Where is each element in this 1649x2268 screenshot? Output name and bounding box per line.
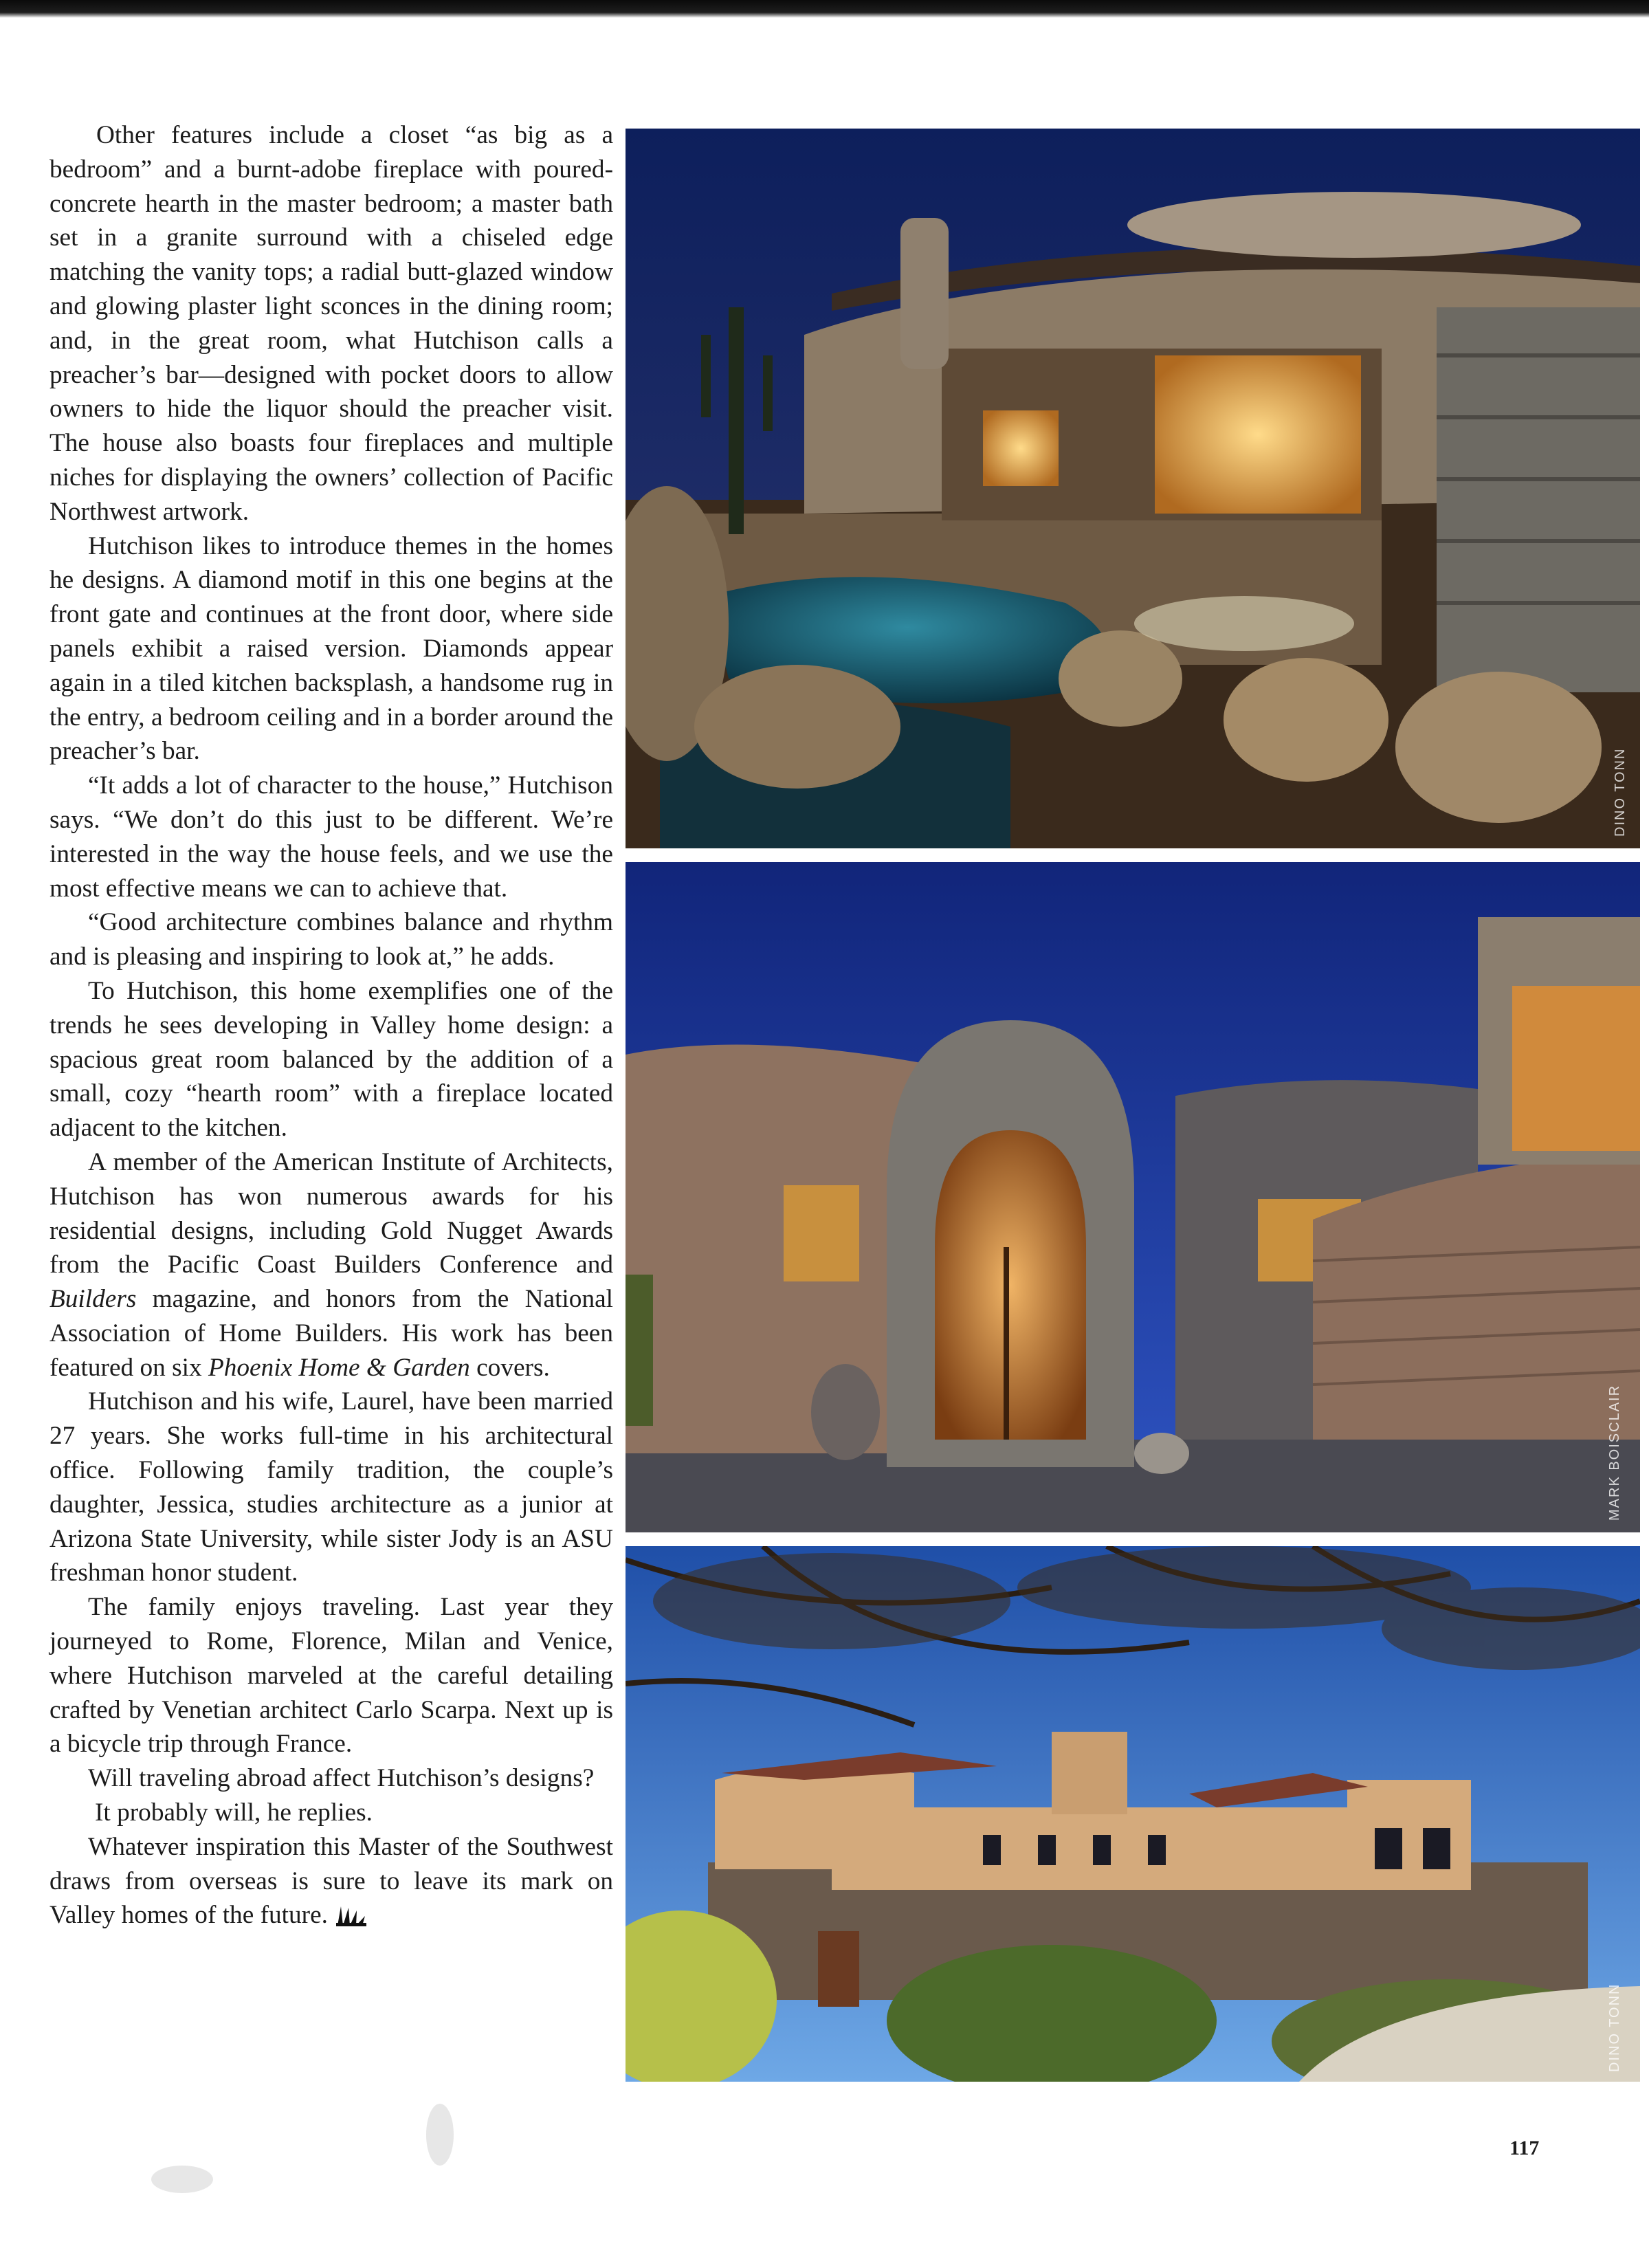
paragraph-reply: It probably will, he replies. <box>95 1798 373 1827</box>
paragraph-features: Other features include a closet “as big as a bedroom” and a burnt-adobe fireplace with poured-concrete hearth in the master bedroom; a master bath set in a granite surround with a chiseled edge matching the vanity tops; a radial butt-glazed window and glowing plaster light sconces in the dining room; and, in the great room, what Hutchison calls a preacher’s bar—designed with pocket doors to allow owners to hide the liquor should the preacher visit. The house also boasts four fireplaces and multiple niches for displaying the owners’ collection of Pacific Northwest artwork. <box>49 121 613 526</box>
night-patio-illustration <box>626 129 1640 848</box>
page-number: 117 <box>1509 2137 1540 2159</box>
awards-text-2: magazine, and honors from the National Association of Home Builders. His work has been featured on six <box>49 1285 614 1382</box>
builders-magazine-title: Builders <box>49 1285 137 1314</box>
paragraph-question: Will traveling abroad affect Hutchison’s designs? <box>88 1764 595 1793</box>
paragraph-family: Hutchison and his wife, Laurel, have been married 27 years. She works full-time in his architectural office. Following family tradition, the couple’s daughter, Jessica, studies architecture as a junior at Arizona State University, while sister Jody is an ASU freshman honor student. <box>49 1387 613 1587</box>
photo-front-entry <box>626 862 1640 1532</box>
top-edge-rule <box>0 0 1649 18</box>
photo-credit-1: DINO TONN <box>1613 747 1628 837</box>
adobe-exterior-illustration <box>626 1546 1640 2082</box>
awards-text-3: covers. <box>476 1353 550 1382</box>
paragraph-closing <box>49 1830 613 1933</box>
closing-text: Whatever inspiration this Master of the Southwest draws from overseas is sure to leave its mark on Valley homes of the future. <box>49 1832 613 1930</box>
awards-text-1: A member of the American Institute of Architects, Hutchison has won numerous awards for his residential designs, including Gold Nugget Awards from the Pacific Coast Builders Conference and <box>49 1147 613 1279</box>
photo-credit-2: MARK BOISCLAIR <box>1607 1384 1622 1521</box>
sunburst-endmark-icon <box>335 1902 368 1927</box>
photo-night-patio <box>626 129 1640 848</box>
photo-credit-3: DINO TONN <box>1607 1983 1622 2072</box>
photo-adobe-exterior <box>626 1546 1640 2082</box>
paragraph-architecture-quote: “Good architecture combines balance and rhythm and is pleasing and inspiring to look at,” he adds. <box>49 908 613 971</box>
paragraph-awards <box>49 1145 613 1385</box>
front-entry-illustration <box>626 862 1640 1532</box>
scan-smudge <box>426 2104 454 2166</box>
article-column <box>49 118 613 1933</box>
scan-smudge <box>151 2166 213 2193</box>
paragraph-character-quote: “It adds a lot of character to the house,” Hutchison says. “We don’t do this just to be different. We’re interested in the way the house feels, and we use the most effective means we can to achieve that. <box>49 771 613 903</box>
paragraph-themes: Hutchison likes to introduce themes in the homes he designs. A diamond motif in this one begins at the front gate and continues at the front door, where side panels exhibit a raised version. Diamonds appear again in a tiled kitchen backsplash, a handsome rug in the entry, a bedroom ceiling and in a border around the preacher’s bar. <box>49 531 613 766</box>
phoenix-home-garden-title: Phoenix Home & Garden <box>208 1353 470 1382</box>
paragraph-trends: To Hutchison, this home exemplifies one of the trends he sees developing in Valley home design: a spacious great room balanced by the addition of a small, cozy “hearth room” with a fireplace located adjacent to the kitchen. <box>49 976 613 1143</box>
paragraph-travel: The family enjoys traveling. Last year they journeyed to Rome, Florence, Milan and Venice, where Hutchison marveled at the careful detailing crafted by Venetian architect Carlo Scarpa. Next up is a bicycle trip through France. <box>49 1593 613 1759</box>
